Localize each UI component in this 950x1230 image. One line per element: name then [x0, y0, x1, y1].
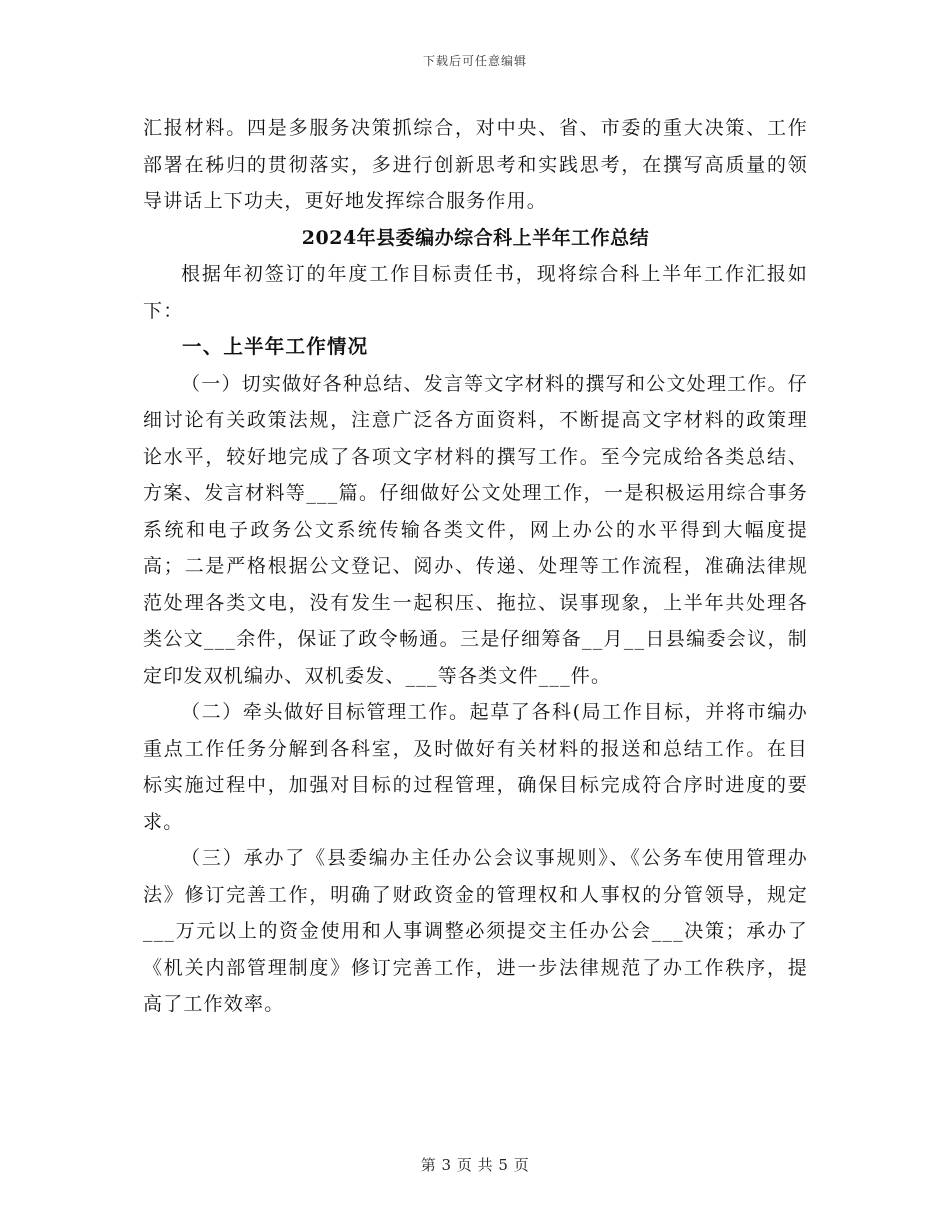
intro-paragraph: 根据年初签订的年度工作目标责任书，现将综合科上半年工作汇报如下： [143, 263, 808, 322]
header-note: 下载后可任意编辑 [422, 54, 527, 68]
item-1-paragraph: （一）切实做好各种总结、发言等文字材料的撰写和公文处理工作。仔细讨论有关政策法规，注意广泛各方面资料，不断提高文字材料的政策理论水平，较好地完成了各项文字材料的撰写工作。至今完成给各类总结、方案、发言材料等___篇。仔细做好公文处理工作，一是积极运用综合事务系统和电子政务公文系统传输各类文件，网上办公的水平得到大幅度提高；二是严格根据公文登记、阅办、传递、处理等工作流程，准确法律规范处理各类文电，没有发生一起积压、拖拉、误事现象，上半年共处理各类公文___余件，保证了政令畅通。三是仔细筹备__月__日县编委会议，制定印发双机编办、双机委发、___等各类文件___件。 [143, 372, 808, 687]
section-heading: 一、上半年工作情况 [182, 335, 369, 358]
item-2-paragraph: （二）牵头做好目标管理工作。起草了各科(局工作目标，并将市编办重点工作任务分解到各科室，及时做好有关材料的报送和总结工作。在目标实施过程中，加强对目标的过程管理，确保目标完成符合序时进度的要求。 [143, 701, 808, 833]
page-number: 第 3 页 共 5 页 [420, 1156, 530, 1174]
continuation-paragraph: 汇报材料。四是多服务决策抓综合，对中央、省、市委的重大决策、工作部署在秭归的贯彻落实，多进行创新思考和实践思考，在撰写高质量的领导讲话上下功夫，更好地发挥综合服务作用。 [143, 117, 808, 212]
document-body [143, 110, 808, 1023]
document-title: 2024年县委编办综合科上半年工作总结 [301, 226, 650, 249]
item-3-paragraph: （三）承办了《县委编办主任办公会议事规则》、《公务车使用管理办法》修订完善工作，明确了财政资金的管理权和人事权的分管领导，规定___万元以上的资金使用和人事调整必须提交主任办公会___决策；承办了《机关内部管理制度》修订完善工作，进一步法律规范了办工作秩序，提高了工作效率。 [143, 847, 808, 1015]
